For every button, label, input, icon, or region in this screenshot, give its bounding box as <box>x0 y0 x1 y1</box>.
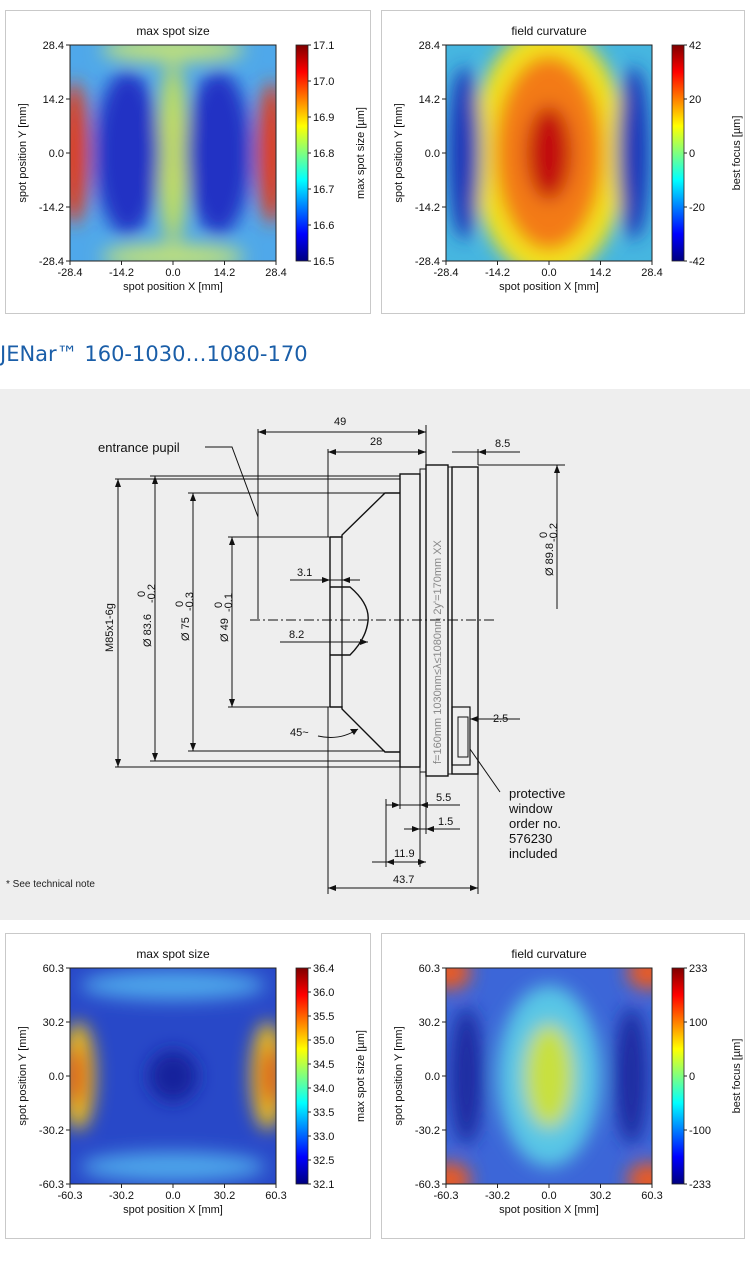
window-note-line-4: 576230 <box>509 831 553 846</box>
heatmap-chart <box>6 11 372 315</box>
y-axis-label: spot position Y [mm] <box>393 1026 405 1126</box>
colorbar-tick-label: -100 <box>689 1125 712 1137</box>
heatmap-region <box>257 82 286 225</box>
dim-1-5-label: 1.5 <box>438 816 454 828</box>
y-tick-label: 30.2 <box>42 1017 64 1029</box>
dim-83-6-label: Ø 83.6 <box>142 613 154 647</box>
y-tick-label: -60.3 <box>38 1179 64 1191</box>
dim-75-label: Ø 75 <box>180 617 192 641</box>
dim-8-5-label: 8.5 <box>495 438 511 450</box>
plot-title: max spot size <box>136 947 210 961</box>
y-tick-label: 28.4 <box>418 40 440 52</box>
dim-49-tol-dn: -0.1 <box>223 593 235 612</box>
heatmap-region <box>617 67 650 240</box>
cone-top <box>330 493 400 537</box>
colorbar-tick-label: 32.1 <box>313 1179 335 1191</box>
dim-83-6-tol-up: 0 <box>136 590 148 597</box>
colorbar <box>296 45 308 261</box>
x-tick-label: 60.3 <box>641 1190 663 1202</box>
window-note-line-2: window <box>509 801 553 816</box>
colorbar-label: best focus [µm] <box>731 115 743 191</box>
entrance-pupil-leader <box>205 447 258 517</box>
y-axis-label: spot position Y [mm] <box>17 103 29 203</box>
y-tick-label: 60.3 <box>42 963 64 975</box>
colorbar-tick-label: 35.0 <box>313 1035 335 1047</box>
x-tick-label: -30.2 <box>108 1190 135 1202</box>
x-axis-label: spot position X [mm] <box>499 281 599 293</box>
y-tick-label: -28.4 <box>38 256 64 268</box>
colorbar-tick-label: 16.8 <box>313 148 335 160</box>
colorbar-tick-label: 17.0 <box>313 76 335 88</box>
heatmap-region <box>80 970 265 1000</box>
colorbar-tick-label: 0 <box>689 1071 696 1083</box>
front-lens <box>330 587 368 655</box>
colorbar-label: max spot size [µm] <box>355 1030 367 1122</box>
colorbar <box>296 968 308 1184</box>
lens-drawing <box>0 389 750 920</box>
thread-label: M85x1-6g <box>104 603 116 652</box>
x-tick-label: 0.0 <box>165 267 181 279</box>
plot-title: field curvature <box>511 947 587 961</box>
colorbar-tick-label: 16.6 <box>313 220 335 232</box>
y-tick-label: -28.4 <box>414 256 440 268</box>
heatmap-chart <box>382 11 746 315</box>
x-tick-label: -30.2 <box>484 1190 511 1202</box>
window-note-line-5: included <box>509 846 558 861</box>
y-axis-label: spot position Y [mm] <box>17 1026 29 1126</box>
x-tick-label: 60.3 <box>265 1190 287 1202</box>
colorbar-tick-label: 36.0 <box>313 987 335 999</box>
colorbar <box>672 968 684 1184</box>
y-axis-label: spot position Y [mm] <box>393 103 405 203</box>
x-axis-label: spot position X [mm] <box>123 281 223 293</box>
x-axis-label: spot position X [mm] <box>499 1204 599 1216</box>
y-tick-label: 0.0 <box>424 148 440 160</box>
window-leader <box>470 749 500 792</box>
x-tick-label: 30.2 <box>589 1190 612 1202</box>
colorbar-tick-label: 33.0 <box>313 1131 335 1143</box>
colorbar-tick-label: 0 <box>689 148 696 160</box>
heatmap-region <box>80 1152 265 1182</box>
y-tick-label: 0.0 <box>48 148 64 160</box>
x-tick-label: 14.2 <box>213 267 236 279</box>
heatmap-region <box>95 71 161 235</box>
plot-title: max spot size <box>136 24 210 38</box>
colorbar-tick-label: 42 <box>689 40 702 52</box>
heatmap-region <box>524 1024 573 1128</box>
y-tick-label: -30.2 <box>414 1125 440 1137</box>
dim-28-label: 28 <box>370 436 383 448</box>
dim-75-tol-up: 0 <box>174 600 186 607</box>
heatmap-region <box>450 1007 483 1145</box>
x-tick-label: 28.4 <box>265 267 287 279</box>
heatmap-chart <box>382 934 746 1240</box>
colorbar-tick-label: 36.4 <box>313 963 335 975</box>
dim-43-7-label: 43.7 <box>393 874 415 886</box>
y-tick-label: -14.2 <box>414 202 440 214</box>
x-axis-label: spot position X [mm] <box>123 1204 223 1216</box>
technical-drawing <box>0 389 750 920</box>
x-tick-label: -60.3 <box>433 1190 459 1202</box>
heatmap-region <box>101 36 245 62</box>
plot-title: field curvature <box>511 24 587 38</box>
entrance-pupil-label: entrance pupil <box>98 440 180 455</box>
plot-panel-max-spot-size-bottom <box>5 933 371 1239</box>
colorbar-tick-label: -20 <box>689 202 705 214</box>
y-tick-label: 14.2 <box>418 94 440 106</box>
dim-49-diameter-label: Ø 49 <box>219 618 231 642</box>
heatmap-region <box>101 244 245 270</box>
x-tick-label: 14.2 <box>589 267 612 279</box>
plot-panel-field-curvature-top <box>381 10 745 314</box>
dim-75-tol-dn: -0.3 <box>184 592 196 611</box>
heatmap-region <box>159 62 188 243</box>
x-tick-label: 0.0 <box>541 267 557 279</box>
colorbar-tick-label: 32.5 <box>313 1155 335 1167</box>
colorbar-tick-label: -42 <box>689 256 705 268</box>
x-tick-label: -14.2 <box>484 267 511 279</box>
x-tick-label: 28.4 <box>641 267 663 279</box>
dim-89-8-tol-dn: -0.2 <box>548 523 560 542</box>
x-tick-label: 0.0 <box>541 1190 557 1202</box>
plot-panel-max-spot-size-top <box>5 10 371 314</box>
heatmap-field <box>60 36 287 269</box>
dim-2-5-label: 2.5 <box>493 713 509 725</box>
plot-panel-field-curvature-bottom <box>381 933 745 1239</box>
colorbar-tick-label: -233 <box>689 1179 712 1191</box>
dim-83-6-tol-dn: -0.2 <box>146 584 158 603</box>
heatmap-region <box>615 1007 648 1145</box>
dim-89-8-label: Ø 89.8 <box>544 542 556 576</box>
y-tick-label: -30.2 <box>38 1125 64 1137</box>
y-tick-label: 28.4 <box>42 40 64 52</box>
colorbar-tick-label: 33.5 <box>313 1107 335 1119</box>
heatmap-field <box>446 28 652 279</box>
dim-45-label: 45~ <box>290 727 309 739</box>
colorbar-tick-label: 16.5 <box>313 256 335 268</box>
section-heading: JENar™ 160-1030…1080-170 <box>0 342 308 366</box>
y-tick-label: 0.0 <box>424 1071 440 1083</box>
y-tick-label: -60.3 <box>414 1179 440 1191</box>
x-tick-label: -60.3 <box>57 1190 83 1202</box>
colorbar-tick-label: 34.0 <box>313 1083 335 1095</box>
colorbar-tick-label: 20 <box>689 94 702 106</box>
engraving-label: f=160mm 1030nm≤λ≤1080nm 2y'=170mm XX <box>432 540 444 764</box>
y-tick-label: 14.2 <box>42 94 64 106</box>
colorbar-tick-label: 35.5 <box>313 1011 335 1023</box>
colorbar-tick-label: 100 <box>689 1017 708 1029</box>
x-tick-label: 30.2 <box>213 1190 236 1202</box>
dim-11-9-label: 11.9 <box>394 848 415 860</box>
heatmap-region <box>526 105 571 200</box>
y-tick-label: 60.3 <box>418 963 440 975</box>
heatmap-region <box>448 67 481 240</box>
x-tick-label: 0.0 <box>165 1190 181 1202</box>
dim-89-8-tol-up: 0 <box>538 531 550 538</box>
x-tick-label: -14.2 <box>108 267 135 279</box>
heatmap-field <box>62 968 284 1184</box>
dim-8-2-label: 8.2 <box>289 629 305 641</box>
y-tick-label: -14.2 <box>38 202 64 214</box>
x-tick-label: -28.4 <box>57 267 83 279</box>
y-tick-label: 30.2 <box>418 1017 440 1029</box>
dim-5-5-label: 5.5 <box>436 792 452 804</box>
colorbar-tick-label: 17.1 <box>313 40 335 52</box>
colorbar-label: best focus [µm] <box>731 1038 743 1114</box>
colorbar-tick-label: 34.5 <box>313 1059 335 1071</box>
heatmap-chart <box>6 934 372 1240</box>
colorbar <box>672 45 684 261</box>
dim-3-1-label: 3.1 <box>297 567 313 579</box>
heatmap-field <box>430 955 669 1197</box>
colorbar-tick-label: 233 <box>689 963 708 975</box>
colorbar-tick-label: 16.7 <box>313 184 335 196</box>
colorbar-tick-label: 16.9 <box>313 112 335 124</box>
dim-49-tol-up: 0 <box>213 601 225 608</box>
heatmap-region <box>185 71 251 235</box>
heatmap-region <box>627 955 668 990</box>
technical-note: * See technical note <box>6 879 95 890</box>
heatmap-region <box>60 82 89 225</box>
protective-window <box>452 707 470 765</box>
window-note-line-3: order no. <box>509 816 562 831</box>
colorbar-label: max spot size [µm] <box>355 107 367 199</box>
x-tick-label: -28.4 <box>433 267 459 279</box>
heatmap-region <box>148 1050 197 1102</box>
dim-49-label: 49 <box>334 416 347 428</box>
cone-bottom <box>330 707 400 752</box>
window-note-line-1: protective <box>509 786 566 801</box>
y-tick-label: 0.0 <box>48 1071 64 1083</box>
